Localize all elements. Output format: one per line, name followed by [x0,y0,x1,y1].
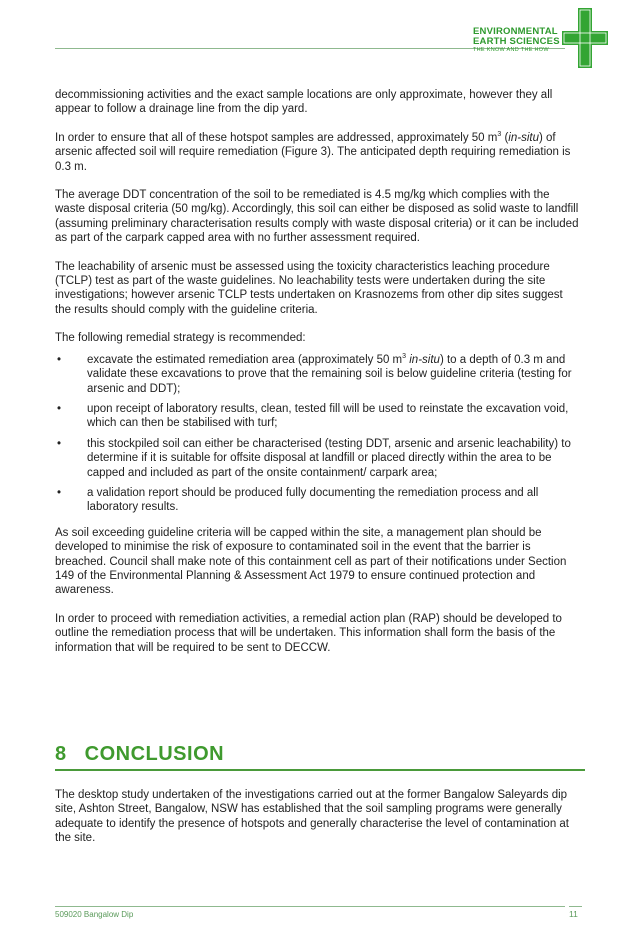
logo-line-2: EARTH SCIENCES [473,36,560,47]
logo-line-1: ENVIRONMENTAL [473,26,558,37]
footer-rule [55,906,565,907]
page-number: 11 [569,909,578,919]
body-text [55,88,580,669]
remedial-strategy-list [55,353,580,515]
section-number: 8 [55,743,67,765]
list-item: • excavate the estimated remediation area (approximately 50 $m^3$ in-situ) to a depth of 0.3 m and validate these excavations to prove that the remaining soil is below guideline criteria (testing for arsenic and DDT); [57,352,572,395]
logo-tagline: THE KNOW AND THE HOW [473,47,549,53]
bullet-icon: • [57,402,62,415]
bullet-icon: • [57,437,62,450]
section-heading [55,743,585,771]
paragraph-2: In order to ensure that all of these hotspot samples are addressed, approximately 50 $m^3$ (in-situ) of arsenic affected soil will require remediation (Figure 3). The anticipated depth requiring remediation is 0.3 m. [55,130,571,173]
section-title: CONCLUSION [84,743,225,765]
conclusion-text [55,788,580,860]
paragraph-5: The following remedial strategy is recommended: [55,332,306,345]
green-cross-icon [562,8,608,68]
paragraph-3: The average DDT concentration of the soil to be remediated is 4.5 mg/kg which complies with the waste disposal criteria (50 mg/kg). Accordingly, this soil can either be disposed as solid waste to landfill (assuming preliminary characterisation results comply with waste disposal criteria) or it can be included as part of the carpark capped area with no further assessment required. [55,189,579,245]
list-item: • this stockpiled soil can either be characterised (testing DDT, arsenic and arsenic leachability) to determine if it is suitable for offsite disposal at landfill or placed directly within the area to be capped and included as part of the onsite containment/ carpark area; [57,437,571,479]
bullet-icon: • [57,353,62,366]
paragraph-7: In order to proceed with remediation activities, a remedial action plan (RAP) should be developed to outline the remediation process that will be undertaken. This information shall form the basis of the information that will be required to be sent to DECCW. [55,612,562,654]
paragraph-4: The leachability of arsenic must be assessed using the toxicity characteristics leaching procedure (TCLP) test as part of the waste guidelines. No leachability tests were undertaken during the site investigations; however arsenic TCLP tests undertaken on Krasnozems from other dip sites suggest the results should comply with the guideline criteria. [55,260,563,316]
bullet-icon: • [57,486,62,499]
footer-doc-ref: 509020 Bangalow Dip [55,910,134,919]
conclusion-paragraph: The desktop study undertaken of the investigations carried out at the former Bangalow Saleyards dip site, Ashton Street, Bangalow, NSW has established that the soil sampling programs were generally adequate to identify the presence of hotspots and generally characterise the level of contamination at the site. [55,789,569,845]
company-logo [473,27,560,54]
footer-page-rule [569,906,582,907]
paragraph-6: As soil exceeding guideline criteria will be capped within the site, a management plan should be developed to minimise the risk of exposure to contaminated soil in the event that the barrier is breached. Council shall make note of this containment cell as part of their notifications under Section 149 of the Environmental Planning & Assessment Act 1979 to ensure continued protection and awareness. [55,526,567,597]
list-item: • a validation report should be produced fully documenting the remediation process and all laboratory results. [57,486,539,514]
paragraph-1: decommissioning activities and the exact sample locations are only approximate, however they all appear to follow a drainage line from the dip yard. [55,89,553,116]
list-item: • upon receipt of laboratory results, clean, tested fill will be used to reinstate the excavation void, which can then be stabilised with turf; [57,402,569,430]
